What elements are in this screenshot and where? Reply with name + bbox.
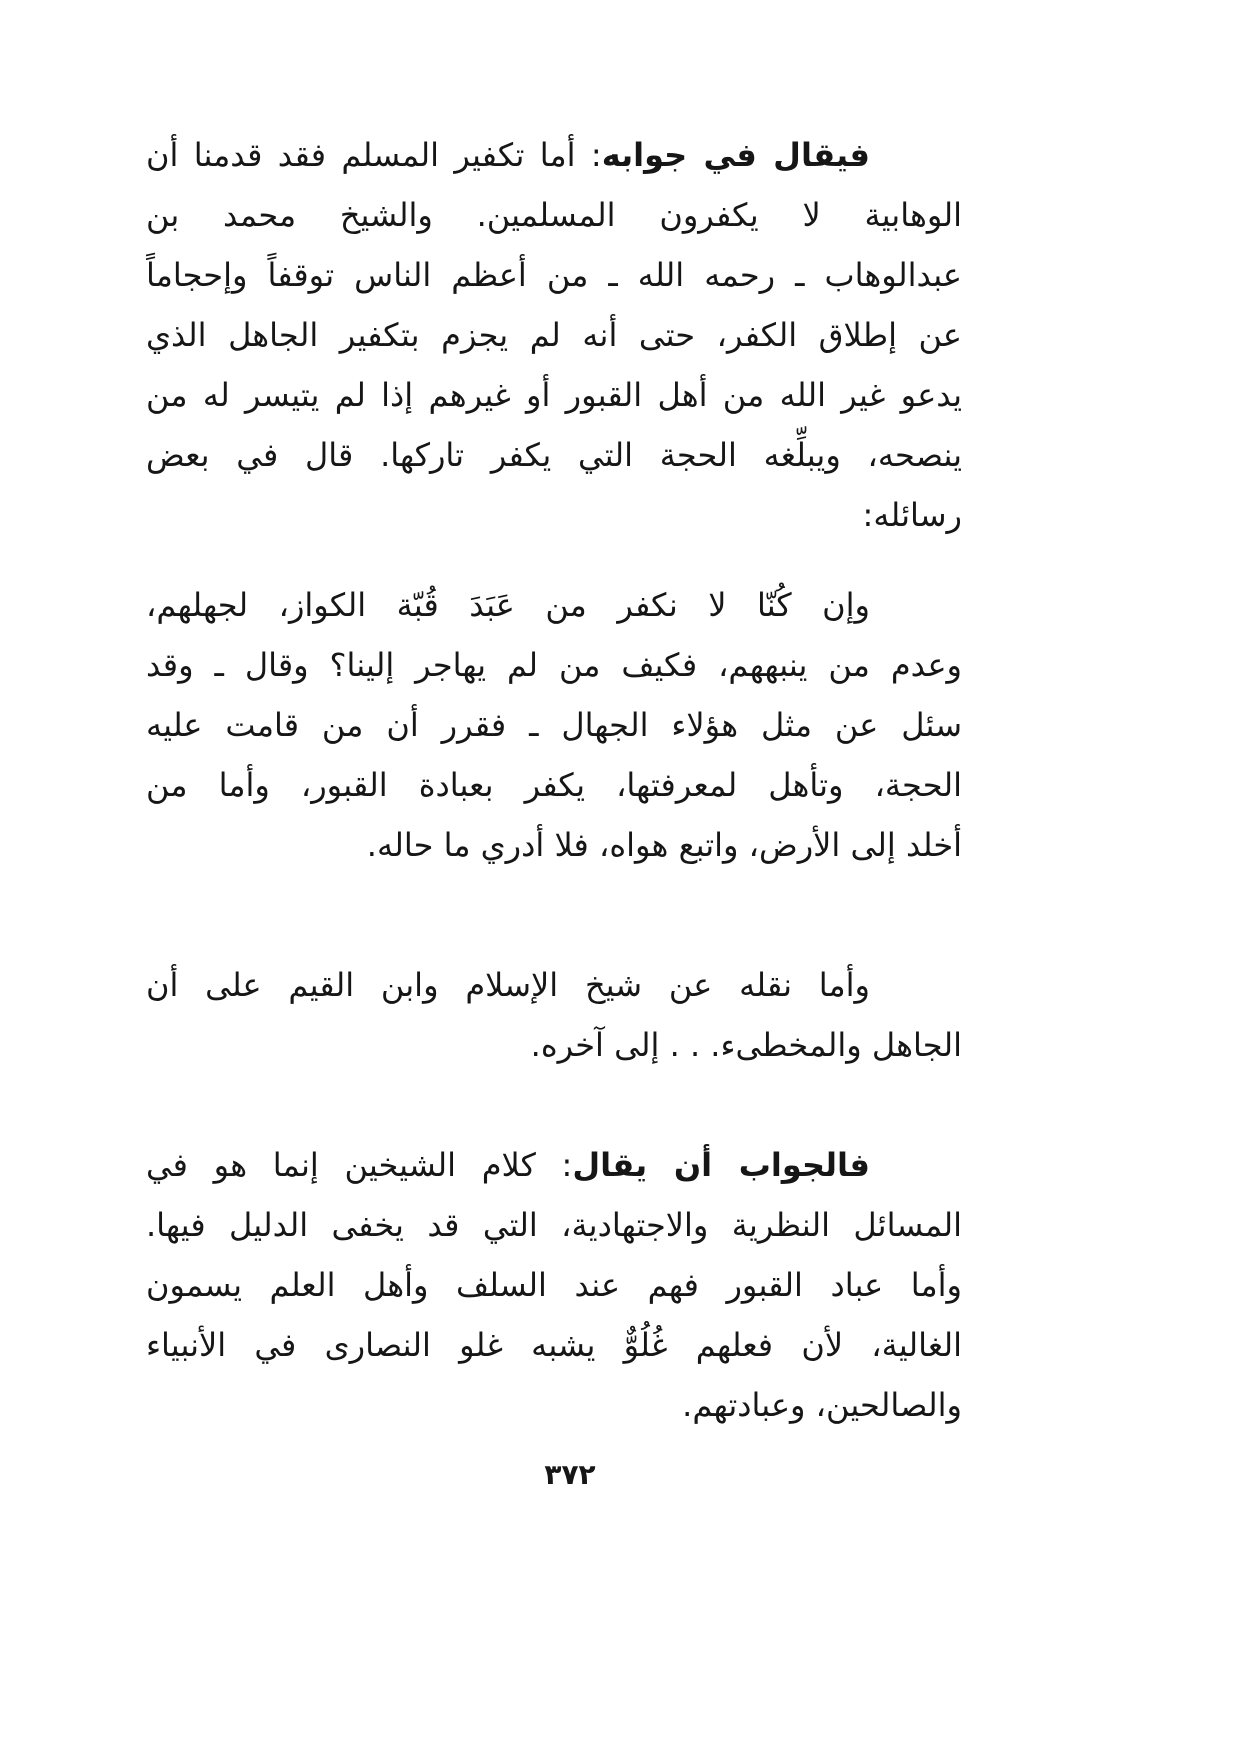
paragraph-2 bbox=[146, 575, 962, 875]
text-line: وعدم من ينبههم، فكيف من لم يهاجر إلينا؟ وقال ـ وقد bbox=[146, 646, 962, 684]
text-line bbox=[146, 1135, 962, 1195]
text-line: يدعو غير الله من أهل القبور أو غيرهم إذا لم يتيسر له من bbox=[146, 376, 962, 414]
text-line: أخلد إلى الأرض، واتبع هواه، فلا أدري ما حاله. bbox=[366, 826, 962, 864]
text-line: المسائل النظرية والاجتهادية، التي قد يخفى الدليل فيها. bbox=[146, 1206, 962, 1244]
bold-lead-text: فالجواب أن يقال bbox=[572, 1146, 871, 1184]
line-text: : أما تكفير المسلم فقد قدمنا أن bbox=[146, 136, 602, 174]
text-line: وأما عباد القبور فهم عند السلف وأهل العلم يسمون bbox=[146, 1266, 962, 1304]
text-line: عن إطلاق الكفر، حتى أنه لم يجزم بتكفير الجاهل الذي bbox=[146, 316, 962, 354]
text-line: ينصحه، ويبلِّغه الحجة التي يكفر تاركها. قال في بعض bbox=[146, 436, 962, 474]
text-line: عبدالوهاب ـ رحمه الله ـ من أعظم الناس توقفاً وإحجاماً bbox=[146, 256, 962, 294]
text-line: رسائله: bbox=[862, 496, 962, 534]
text-line: سئل عن مثل هؤلاء الجهال ـ فقرر أن من قامت عليه bbox=[146, 706, 962, 744]
text-line: الغالية، لأن فعلهم غُلُوٌّ يشبه غلو النصارى في الأنبياء bbox=[146, 1326, 962, 1364]
line-text: : كلام الشيخين إنما هو في bbox=[146, 1146, 573, 1184]
paragraph-1 bbox=[146, 125, 962, 545]
paragraph-4 bbox=[146, 1135, 962, 1435]
paragraph-3 bbox=[146, 955, 962, 1075]
text-line: الجاهل والمخطىء. . . إلى آخره. bbox=[530, 1026, 962, 1064]
text-line: الحجة، وتأهل لمعرفتها، يكفر بعبادة القبور، وأما من bbox=[146, 766, 962, 804]
page-number: ٣٧٢ bbox=[544, 1458, 596, 1491]
text-line: والصالحين، وعبادتهم. bbox=[682, 1386, 962, 1424]
bold-lead-text: فيقال في جوابه bbox=[601, 136, 871, 174]
text-line: وإن كُنّا لا نكفر من عَبَدَ قُبّة الكواز، لجهلهم، bbox=[146, 586, 870, 624]
text-line: الوهابية لا يكفرون المسلمين. والشيخ محمد بن bbox=[146, 196, 962, 234]
text-line: وأما نقله عن شيخ الإسلام وابن القيم على أن bbox=[146, 966, 870, 1004]
text-line bbox=[146, 125, 962, 185]
